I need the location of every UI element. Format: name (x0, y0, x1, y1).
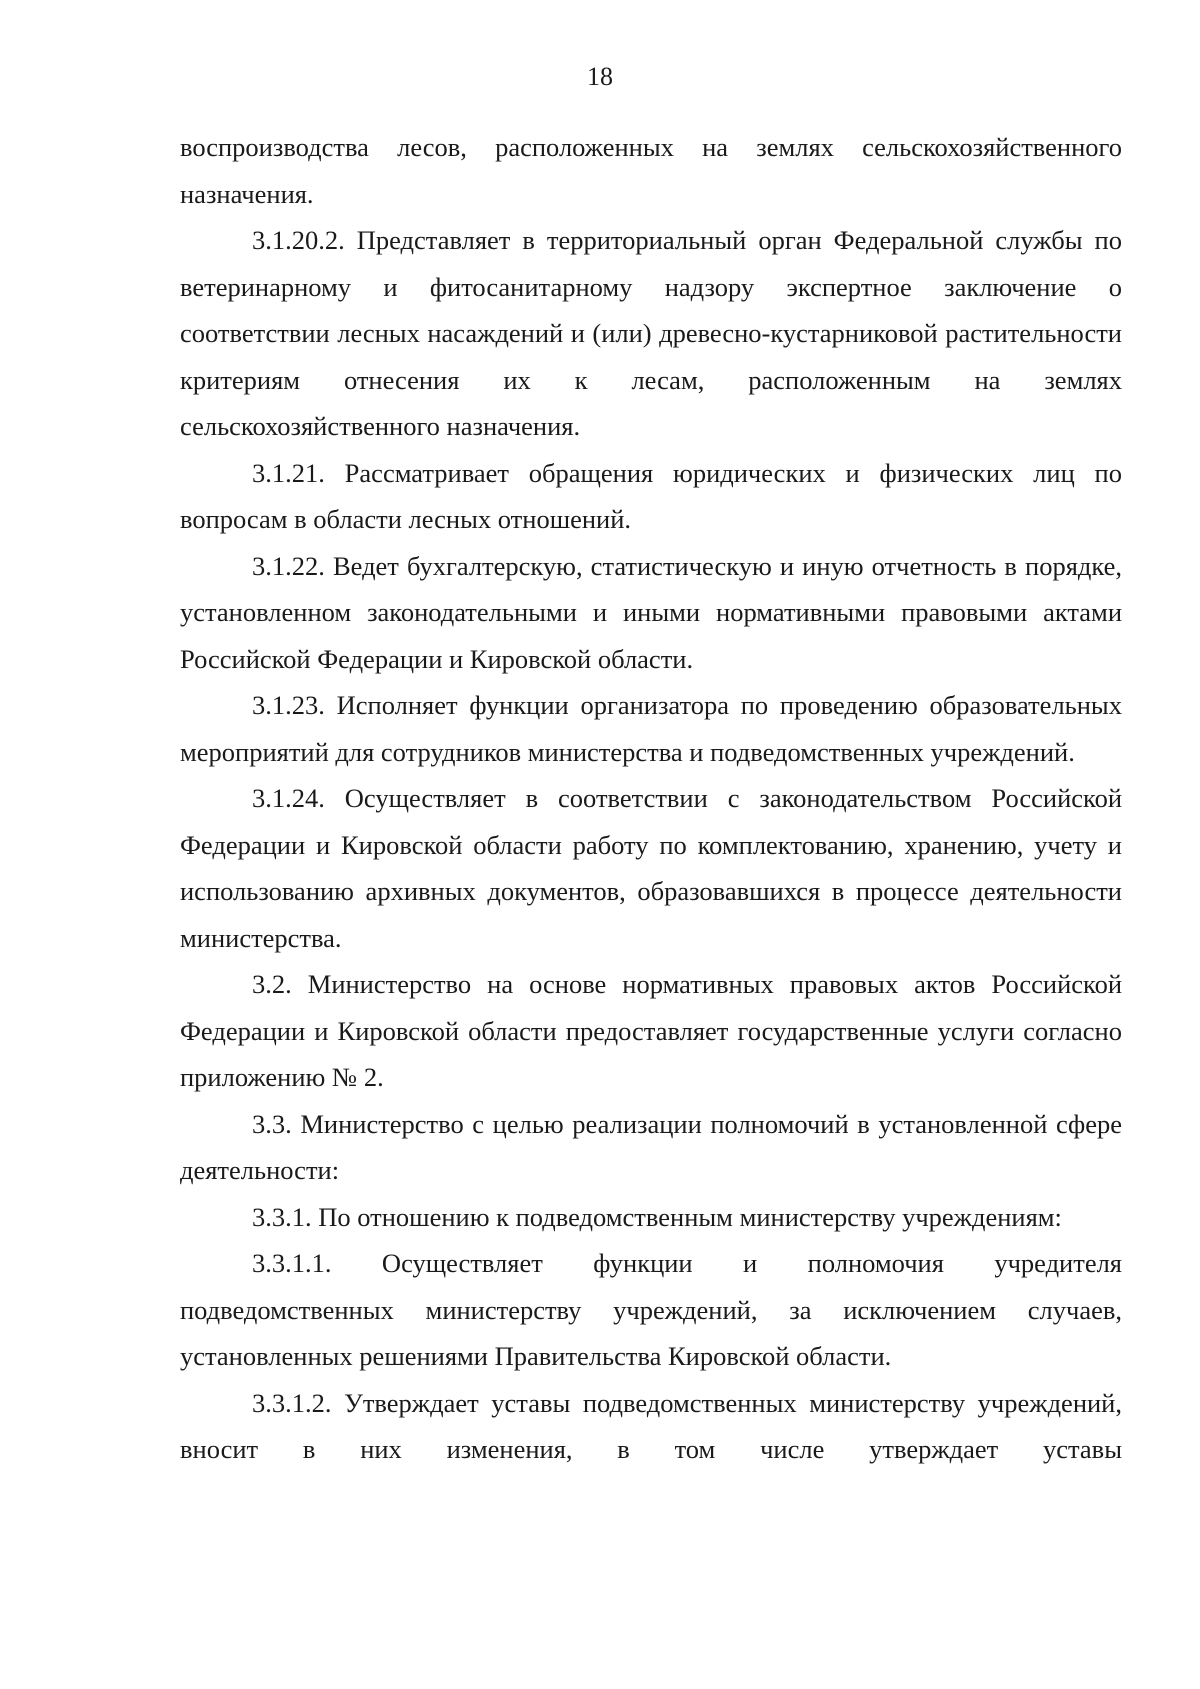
paragraph-3-1-22: 3.1.22. Ведет бухгалтерскую, статистическую и иную отчетность в порядке, установленном законодательными и иными нормативными правовыми актами Российской Федерации и Кировской области. (180, 550, 1122, 674)
paragraph-3-1-23: 3.1.23. Исполняет функции организатора по проведению образовательных мероприятий для сотрудников министерства и подведомственных учреждений. (180, 690, 1122, 767)
paragraph-3-3: 3.3. Министерство с целью реализации полномочий в установленной сфере деятельности: (180, 1108, 1122, 1185)
paragraph-3-2: 3.2. Министерство на основе нормативных правовых актов Российской Федерации и Кировской области предоставляет государственные услуги согласно приложению № 2. (180, 969, 1122, 1092)
paragraph-3-1-24: 3.1.24. Осуществляет в соответствии с законодательством Российской Федерации и Кировской области работу по комплектованию, хранению, учету и использованию архивных документов, образовавшихся в процессе деятельности министерства. (180, 783, 1122, 953)
page-number: 18 (587, 62, 613, 91)
paragraph-continuation: воспроизводства лесов, расположенных на землях сельскохозяйственного назначения. (180, 132, 1122, 209)
paragraph-3-3-1-2: 3.3.1.2. Утверждает уставы подведомственных министерству учреждений, вносит в них изменения, в том числе утверждает уставы (180, 1387, 1122, 1464)
paragraph-3-1-21: 3.1.21. Рассматривает обращения юридических и физических лиц по вопросам в области лесных отношений. (180, 457, 1122, 534)
document-body (180, 124, 1122, 1473)
paragraph-3-3-1-1: 3.3.1.1. Осуществляет функции и полномочия учредителя подведомственных министерству учреждений, за исключением случаев, установленных решениями Правительства Кировской области. (180, 1248, 1122, 1371)
paragraph-3-3-1: 3.3.1. По отношению к подведомственным министерству учреждениям: (252, 1201, 1062, 1232)
paragraph-3-1-20-2: 3.1.20.2. Представляет в территориальный орган Федеральной службы по ветеринарному и фитосанитарному надзору экспертное заключение о соответствии лесных насаждений и (или) древесно-кустарниковой растительности критериям отнесения их к лесам, расположенным на землях сельскохозяйственного назначения. (180, 225, 1122, 441)
